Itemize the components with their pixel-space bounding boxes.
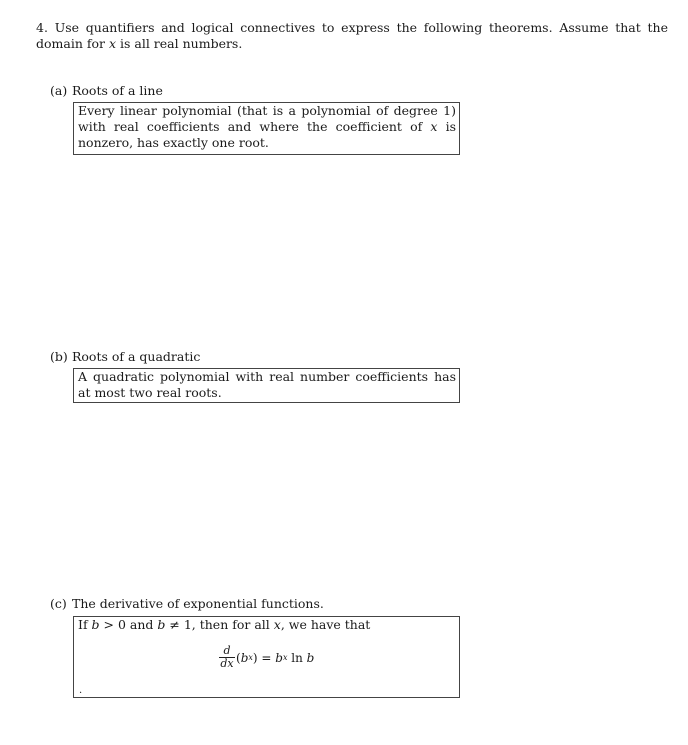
derivative-formula xyxy=(219,645,314,670)
problem-text-1: Use quantifiers and logical connectives to express the following theorems. Assume that the domain for xyxy=(36,20,668,51)
problem-number: 4. xyxy=(36,20,48,35)
fraction-denominator: dx xyxy=(220,657,234,670)
part-a-label: (a) xyxy=(50,83,68,98)
part-c-theorem-box xyxy=(73,616,460,698)
problem-text-2: is all real numbers. xyxy=(116,36,243,51)
part-b-text: A quadratic polynomial with real number coefficients has at most two real roots. xyxy=(78,369,456,400)
formula-close-equals: ) = xyxy=(252,650,276,665)
problem-statement xyxy=(36,20,668,52)
part-c-title: The derivative of exponential functions. xyxy=(72,596,324,611)
part-b-theorem-box xyxy=(73,368,460,403)
part-a-text-2: is nonzero, has exactly one root. xyxy=(78,119,456,150)
formula-rhs-b: b xyxy=(306,650,315,665)
part-c-b2: b xyxy=(157,617,166,632)
part-c-cond1: > 0 and xyxy=(99,617,158,632)
part-a-theorem-box xyxy=(73,102,460,155)
formula-ln: ln xyxy=(287,650,307,665)
part-a-title: Roots of a line xyxy=(72,83,163,98)
part-c-condition xyxy=(78,617,456,633)
fraction-numerator: d xyxy=(223,644,231,657)
formula-period: . xyxy=(79,685,83,696)
part-c-tail: , we have that xyxy=(280,617,371,632)
part-b-label: (b) xyxy=(50,349,68,364)
part-b-title: Roots of a quadratic xyxy=(72,349,201,364)
part-a-text-1: Every linear polynomial (that is a polynomial of degree 1) with real coefficients and where the coefficient of xyxy=(78,103,456,134)
formula-rhs-base: b xyxy=(275,650,283,665)
derivative-fraction xyxy=(219,645,235,670)
part-c-cond2: ≠ 1, then for all xyxy=(165,617,274,632)
part-a-var: x xyxy=(430,119,438,134)
part-c-x: x xyxy=(273,617,281,632)
part-c-label: (c) xyxy=(50,596,67,611)
formula-open-paren: ( xyxy=(236,650,241,665)
formula-base: b xyxy=(240,650,249,665)
part-c-b1: b xyxy=(91,617,100,632)
formula-rhs-exponent: x xyxy=(282,652,288,662)
part-c-if: If xyxy=(78,617,92,632)
formula-exponent: x xyxy=(248,652,253,662)
problem-var: x xyxy=(108,36,117,51)
